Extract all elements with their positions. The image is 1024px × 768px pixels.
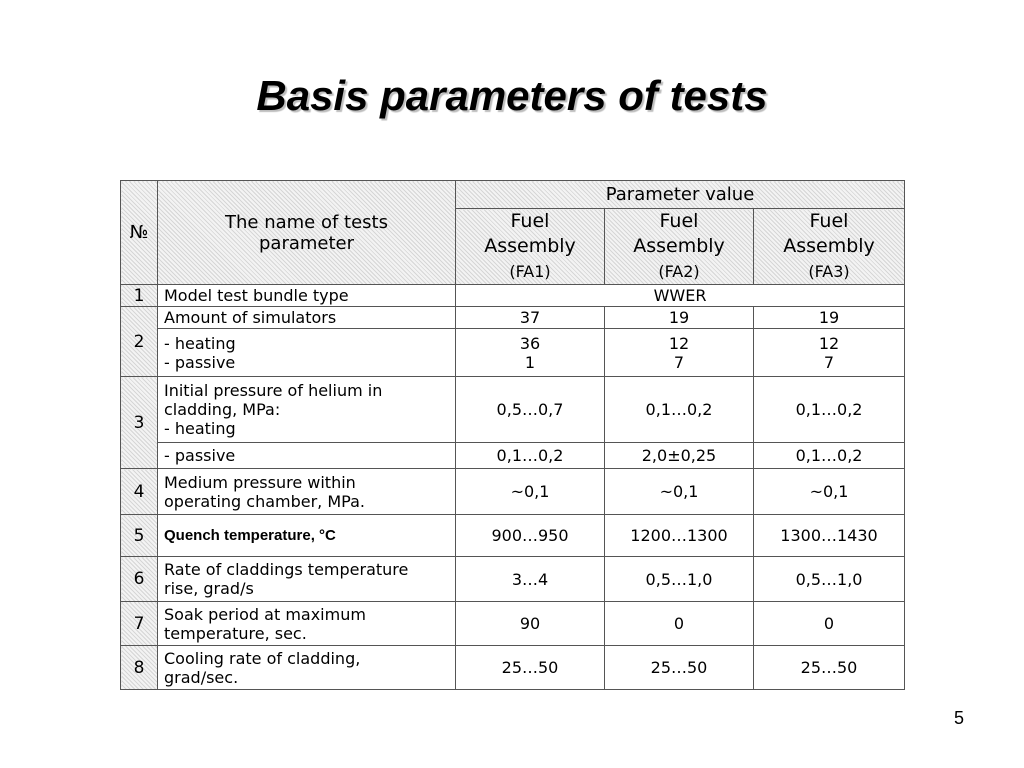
cell-value: 19 xyxy=(605,307,754,329)
cell-value: 0,1…0,2 xyxy=(754,377,905,443)
row-name-line: grad/sec. xyxy=(164,667,239,687)
fa3-code: (FA3) xyxy=(808,262,850,281)
cell-value: 0,1…0,2 xyxy=(605,377,754,443)
row-number: 5 xyxy=(121,515,158,557)
row-name-line: cladding, MPa: xyxy=(164,400,281,419)
cell-value: 0 xyxy=(605,602,754,646)
row-name-line: Initial pressure of helium in xyxy=(164,381,383,400)
passive-value: 7 xyxy=(823,352,835,372)
cell-value: 37 xyxy=(456,307,605,329)
slide-title: Basis parameters of tests xyxy=(256,72,768,119)
row-name: Quench temperature, °C xyxy=(158,515,456,557)
row-name: Model test bundle type xyxy=(158,285,456,307)
row-name-line: rise, grad/s xyxy=(164,579,254,598)
fa3-line1: Fuel xyxy=(809,210,849,232)
passive-label: - passive xyxy=(164,352,236,372)
fa1-code: (FA1) xyxy=(509,262,551,281)
cell-value xyxy=(456,329,605,377)
heating-value: 12 xyxy=(668,333,690,353)
cell-value: 25…50 xyxy=(456,646,605,690)
row-name xyxy=(158,377,456,443)
cell-value: ~0,1 xyxy=(456,469,605,515)
row-name xyxy=(158,557,456,602)
header-parameter-name xyxy=(158,181,456,285)
cell-value: 0,5…0,7 xyxy=(456,377,605,443)
fa1-line2: Assembly xyxy=(484,235,576,257)
cell-value xyxy=(754,329,905,377)
row-number: 7 xyxy=(121,602,158,646)
row-number: 8 xyxy=(121,646,158,690)
heating-value: 36 xyxy=(519,333,541,353)
cell-value: 0,5…1,0 xyxy=(754,557,905,602)
cell-value: 90 xyxy=(456,602,605,646)
cell-value: 0,1…0,2 xyxy=(754,443,905,469)
row-name xyxy=(158,329,456,377)
cell-value: 0,1…0,2 xyxy=(456,443,605,469)
cell-value: 25…50 xyxy=(605,646,754,690)
row-name xyxy=(158,602,456,646)
fa2-line1: Fuel xyxy=(659,210,699,232)
fa3-line2: Assembly xyxy=(783,235,875,257)
header-number: № xyxy=(121,181,158,285)
row-name xyxy=(158,646,456,690)
row-number: 2 xyxy=(121,307,158,377)
passive-value: 1 xyxy=(524,352,536,372)
header-parameter-value: Parameter value xyxy=(456,181,905,209)
fa2-line2: Assembly xyxy=(633,235,725,257)
cell-value: 1200…1300 xyxy=(605,515,754,557)
cell-value: ~0,1 xyxy=(754,469,905,515)
row-name-line: operating chamber, MPa. xyxy=(164,491,365,511)
parameters-table xyxy=(120,180,905,690)
cell-value: ~0,1 xyxy=(605,469,754,515)
cell-value: 19 xyxy=(754,307,905,329)
cell-value: 3…4 xyxy=(456,557,605,602)
row-name xyxy=(158,469,456,515)
row-name: Amount of simulators xyxy=(158,307,456,329)
row-number: 4 xyxy=(121,469,158,515)
header-fa1 xyxy=(456,209,605,285)
cell-value: 0 xyxy=(754,602,905,646)
header-name-line2: parameter xyxy=(258,232,355,254)
row-name-line: - heating xyxy=(164,419,236,438)
row-number: 1 xyxy=(121,285,158,307)
cell-value: 25…50 xyxy=(754,646,905,690)
heating-label: - heating xyxy=(164,333,236,353)
row-name-line: temperature, sec. xyxy=(164,623,307,643)
row-value: WWER xyxy=(456,285,905,307)
passive-value: 7 xyxy=(673,352,685,372)
fa2-code: (FA2) xyxy=(658,262,700,281)
row-name: - passive xyxy=(158,443,456,469)
cell-value: 1300…1430 xyxy=(754,515,905,557)
row-name-line: Medium pressure within xyxy=(164,472,356,492)
row-name-line: Cooling rate of cladding, xyxy=(164,648,361,668)
header-fa3 xyxy=(754,209,905,285)
fa1-line1: Fuel xyxy=(510,210,550,232)
cell-value: 0,5…1,0 xyxy=(605,557,754,602)
cell-value: 2,0±0,25 xyxy=(605,443,754,469)
row-number: 6 xyxy=(121,557,158,602)
heating-value: 12 xyxy=(818,333,840,353)
cell-value: 900…950 xyxy=(456,515,605,557)
cell-value xyxy=(605,329,754,377)
page-number: 5 xyxy=(953,708,964,728)
row-name-line: Rate of claddings temperature xyxy=(164,560,409,579)
header-fa2 xyxy=(605,209,754,285)
row-number: 3 xyxy=(121,377,158,469)
row-name-line: Soak period at maximum xyxy=(164,604,366,624)
header-name-line1: The name of tests xyxy=(225,211,388,233)
